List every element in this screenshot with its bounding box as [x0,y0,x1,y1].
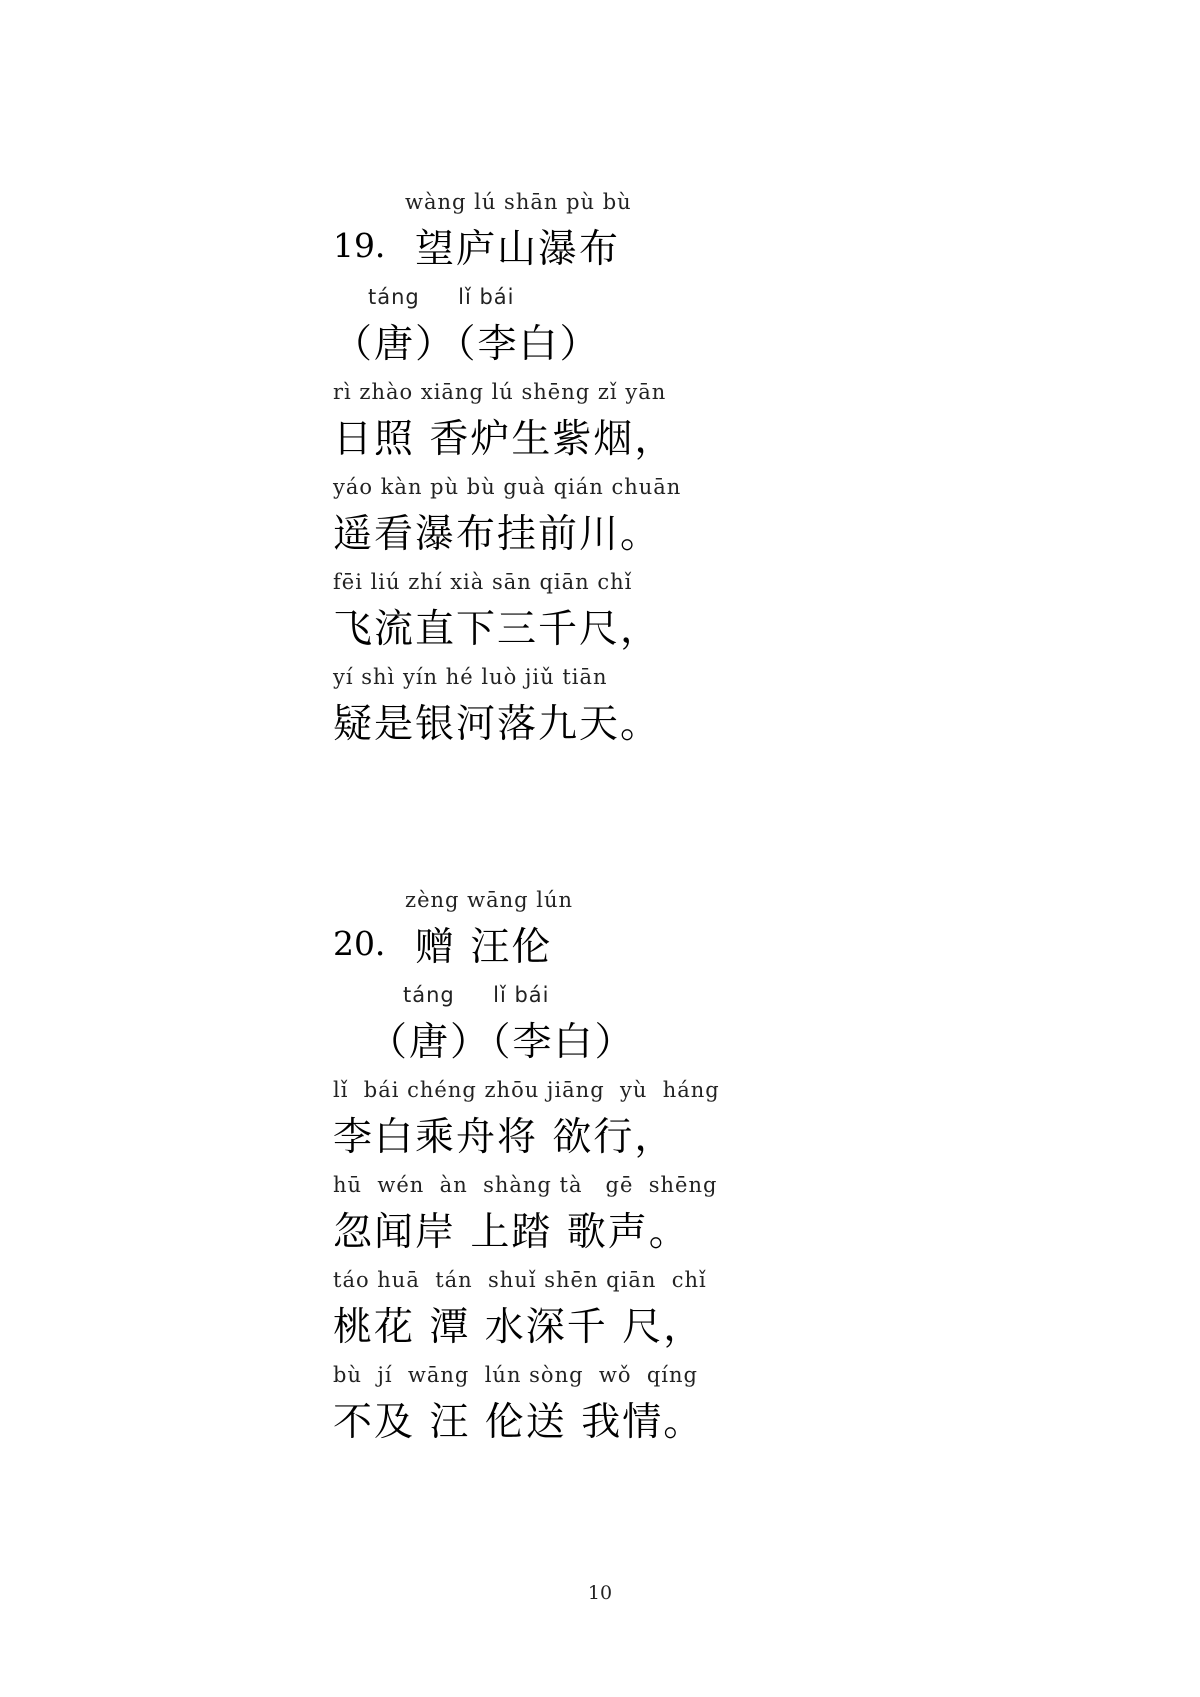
verse-pinyin: táo huā tán shuǐ shēn qiān chǐ [333,1268,707,1292]
verse-pinyin: hū wén àn shàng tà gē shēng [333,1173,718,1197]
poem-title: 赠 汪伦 [415,925,553,970]
verse-text: 遥看瀑布挂前川。 [333,512,662,557]
verse-pinyin: yáo kàn pù bù guà qián chuān [333,475,682,499]
verse-text: 忽闻岸 上踏 歌声。 [333,1210,690,1255]
verse-text: 李白乘舟将 欲行， [333,1115,676,1160]
author: （唐）（李白） [333,322,601,367]
verse-text: 日照 香炉生紫烟， [333,417,676,462]
poem-number: 20． [333,924,408,963]
author-pinyin: táng lǐ bái [403,983,550,1007]
author-pinyin: táng lǐ bái [368,285,515,309]
verse-pinyin: lǐ bái chéng zhōu jiāng yù háng [333,1078,720,1102]
verse-text: 疑是银河落九天。 [333,702,662,747]
verse-pinyin: bù jí wāng lún sòng wǒ qíng [333,1363,698,1387]
verse-pinyin: fēi liú zhí xià sān qiān chǐ [333,570,633,594]
poem-number: 19． [333,226,408,265]
verse-text: 桃花 潭 水深千 尺， [333,1305,705,1350]
author: （唐）（李白） [368,1020,636,1065]
title-pinyin: zèng wāng lún [405,888,574,912]
verse-text: 飞流直下三千尺， [333,607,662,652]
poem-title: 望庐山瀑布 [415,227,621,272]
verse-text: 不及 汪 伦送 我情。 [333,1400,705,1445]
page-number: 10 [587,1582,613,1604]
verse-pinyin: rì zhào xiāng lú shēng zǐ yān [333,380,667,404]
verse-pinyin: yí shì yín hé luò jiǔ tiān [333,665,608,689]
title-pinyin: wàng lú shān pù bù [405,190,632,214]
